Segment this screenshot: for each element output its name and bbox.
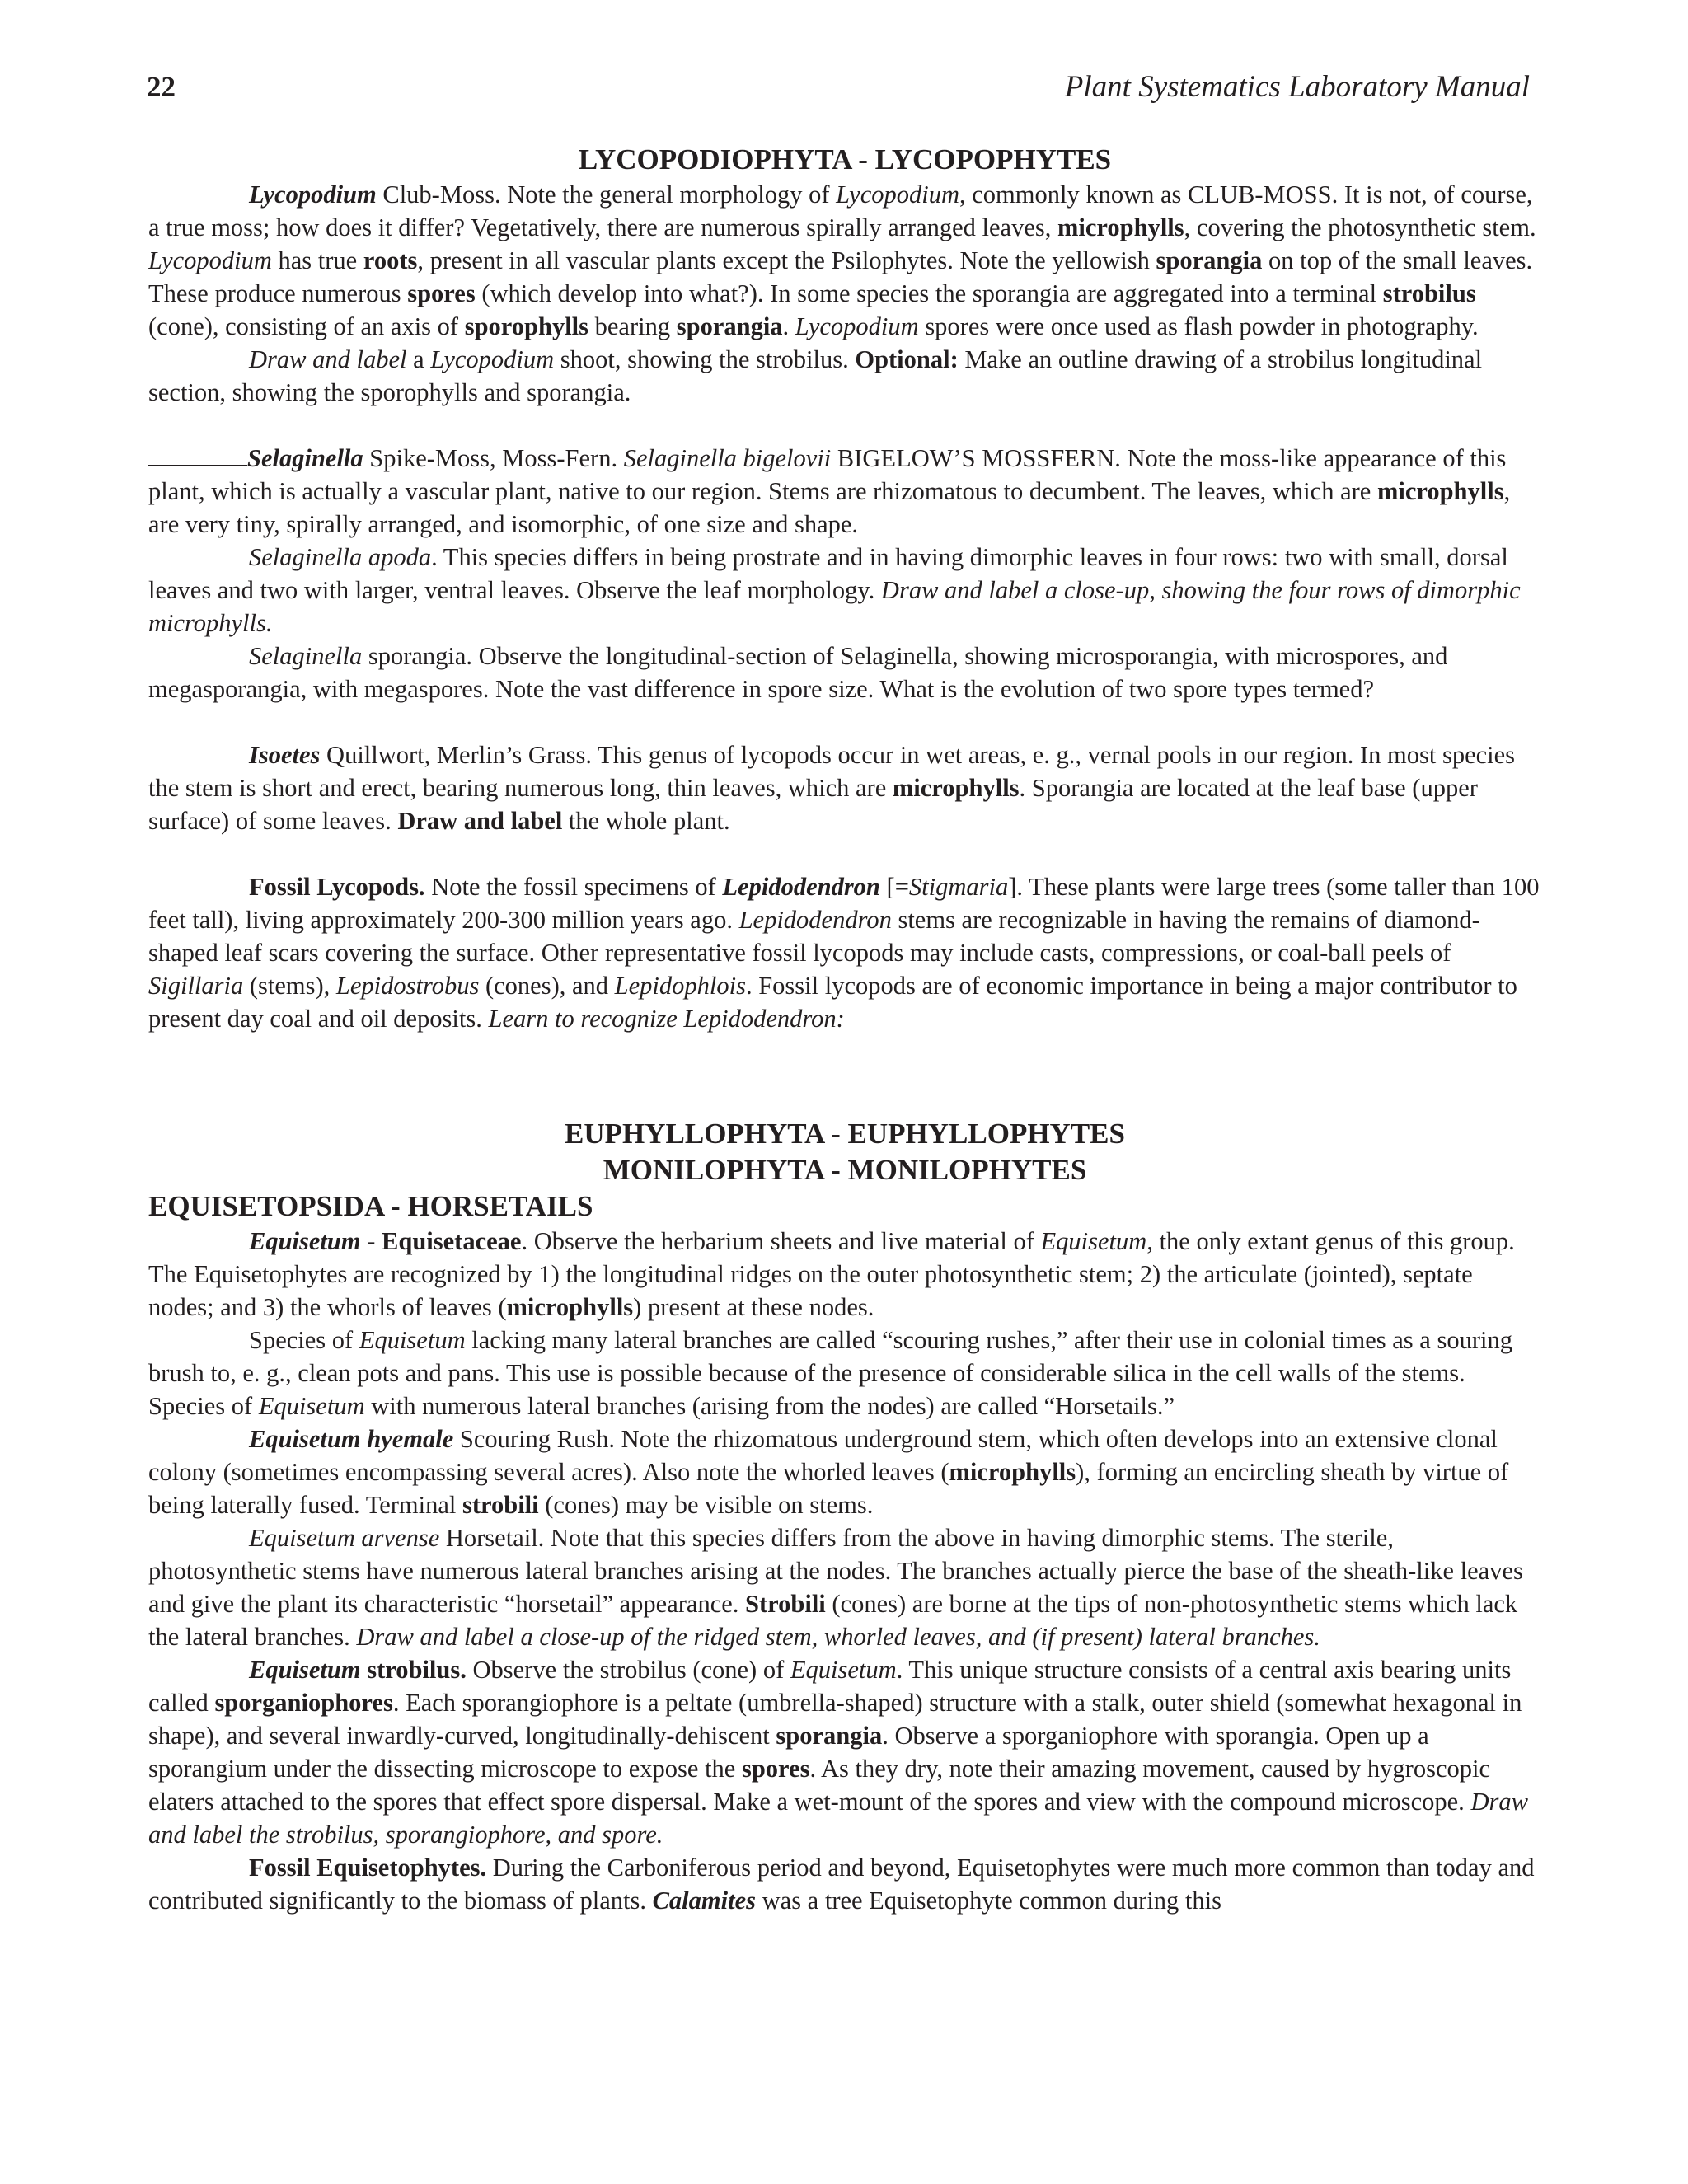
paragraph-equisetum-arvense: Equisetum arvense Horsetail. Note that this species differs from the above in having dimorphic stems. The sterile, photosynthetic stems have numerous lateral branches arising at the nodes. The branches actually pierce the base of the sheath-like leaves and give the plant its characteristic “horsetail” appearance. Strobili (cones) are borne at the tips of non-photosynthetic stems which lack the lateral branches. Draw and label a close-up of the ridged stem, whorled leaves, and (if present) lateral branches. [148,1524,1523,1651]
paragraph-equisetum: Equisetum - Equisetaceae. Observe the herbarium sheets and live material of Equisetum, the only extant genus of this group. The Equisetophytes are recognized by 1) the longitudinal ridges on the outer photosynthetic stem; 2) the articulate (jointed), septate nodes; and 3) the whorls of leaves (microphylls) present at these nodes. [148,1227,1515,1321]
paragraph-isoetes: Isoetes Quillwort, Merlin’s Grass. This genus of lycopods occur in wet areas, e. g., vernal pools in our region. In most species the stem is short and erect, bearing numerous long, thin leaves, which are microphylls. Sporangia are located at the leaf base (upper surface) of some leaves. Draw and label the whole plant. [148,741,1516,835]
paragraph-selaginella-sporangia: Selaginella sporangia. Observe the longitudinal-section of Selaginella, showing microsporangia, with microspores, and megasporangia, with megaspores. Note the vast difference in spore size. What is the evolution of two spore types termed? [148,642,1448,703]
paragraph-selaginella: Selaginella Spike-Moss, Moss-Fern. Selaginella bigelovii BIGELOW’S MOSSFERN. Note the moss-like appearance of this plant, which is actually a vascular plant, native to our region. Stems are rhizomatous to decumbent. The leaves, which are microphylls, are very tiny, spirally arranged, and isomorphic, of one size and shape. [148,444,1511,538]
page-number: 22 [147,71,176,103]
paragraph-fossil-equisetophytes: Fossil Equisetophytes. During the Carboniferous period and beyond, Equisetophytes were much more common than today and contributed significantly to the biomass of plants. Calamites was a tree Equisetophyte common during this [148,1854,1535,1915]
paragraph-scouring-rushes: Species of Equisetum lacking many lateral branches are called “scouring rushes,” after their use in colonial times as a souring brush to, e. g., clean pots and pans. This use is possible because of the presence of considerable silica in the cell walls of the stems. Species of Equisetum with numerous lateral branches (arising from the nodes) are called “Horsetails.” [148,1326,1512,1420]
paragraph-lycopodium-drawing: Draw and label a Lycopodium shoot, showing the strobilus. Optional: Make an outline drawing of a strobilus longitudinal section, showing the sporophylls and sporangia. [148,345,1483,406]
section-heading-euphyllophyta: EUPHYLLOPHYTA - EUPHYLLOPHYTES [565,1118,1125,1150]
paragraph-equisetum-hyemale: Equisetum hyemale Scouring Rush. Note the rhizomatous underground stem, which often develops into an extensive clonal colony (sometimes encompassing several acres). Also note the whorled leaves (microphylls), forming an encircling sheath by virtue of being laterally fused. Terminal strobili (cones) may be visible on stems. [148,1425,1509,1519]
running-title: Plant Systematics Laboratory Manual [1064,70,1530,104]
section-heading-monilophyta: MONILOPHYTA - MONILOPHYTES [603,1154,1087,1186]
page-body [148,142,1541,1917]
paragraph-lycopodium: Lycopodium Club-Moss. Note the general morphology of Lycopodium, commonly known as CLUB-MOSS. It is not, of course, a true moss; how does it differ? Vegetatively, there are numerous spirally arranged leaves, microphylls, covering the photosynthetic stem. Lycopodium has true roots, present in all vascular plants except the Psilophytes. Note the yellowish sporangia on top of the small leaves. These produce numerous spores (which develop into what?). In some species the sporangia are aggregated into a terminal strobilus (cone), consisting of an axis of sporophylls bearing sporangia. Lycopodium spores were once used as flash powder in photography. [148,180,1536,340]
paragraph-fossil-lycopods: Fossil Lycopods. Note the fossil specimens of Lepidodendron [=Stigmaria]. These plants were large trees (some taller than 100 feet tall), living approximately 200-300 million years ago. Lepidodendron stems are recognizable in having the remains of diamond-shaped leaf scars covering the surface. Other representative fossil lycopods may include casts, compressions, or coal-ball peels of Sigillaria (stems), Lepidostrobus (cones), and Lepidophlois. Fossil lycopods are of economic importance in being a major contributor to present day coal and oil deposits. Learn to recognize Lepidodendron: [148,873,1540,1033]
section-heading-equisetopsida: EQUISETOPSIDA - HORSETAILS [148,1190,593,1222]
paragraph-selaginella-apoda: Selaginella apoda. This species differs in being prostrate and in having dimorphic leaves in four rows: two with small, dorsal leaves and two with larger, ventral leaves. Observe the leaf morphology. Draw and label a close-up, showing the four rows of dimorphic microphylls. [148,543,1521,637]
checkbox-blank-line [148,445,247,466]
section-heading-lycopodiophyta: LYCOPODIOPHYTA - LYCOPOPHYTES [578,143,1112,176]
paragraph-equisetum-strobilus: Equisetum strobilus. Observe the strobilus (cone) of Equisetum. This unique structure consists of a central axis bearing units called sporganiophores. Each sporangiophore is a peltate (umbrella-shaped) structure with a stalk, outer shield (somewhat hexagonal in shape), and several inwardly-curved, longitudinally-dehiscent sporangia. Observe a sporganiophore with sporangia. Open up a sporangium under the dissecting microscope to expose the spores. As they dry, note their amazing movement, caused by hygroscopic elaters attached to the spores that effect spore dispersal. Make a wet-mount of the spores and view with the compound microscope. Draw and label the strobilus, sporangiophore, and spore. [148,1656,1528,1849]
